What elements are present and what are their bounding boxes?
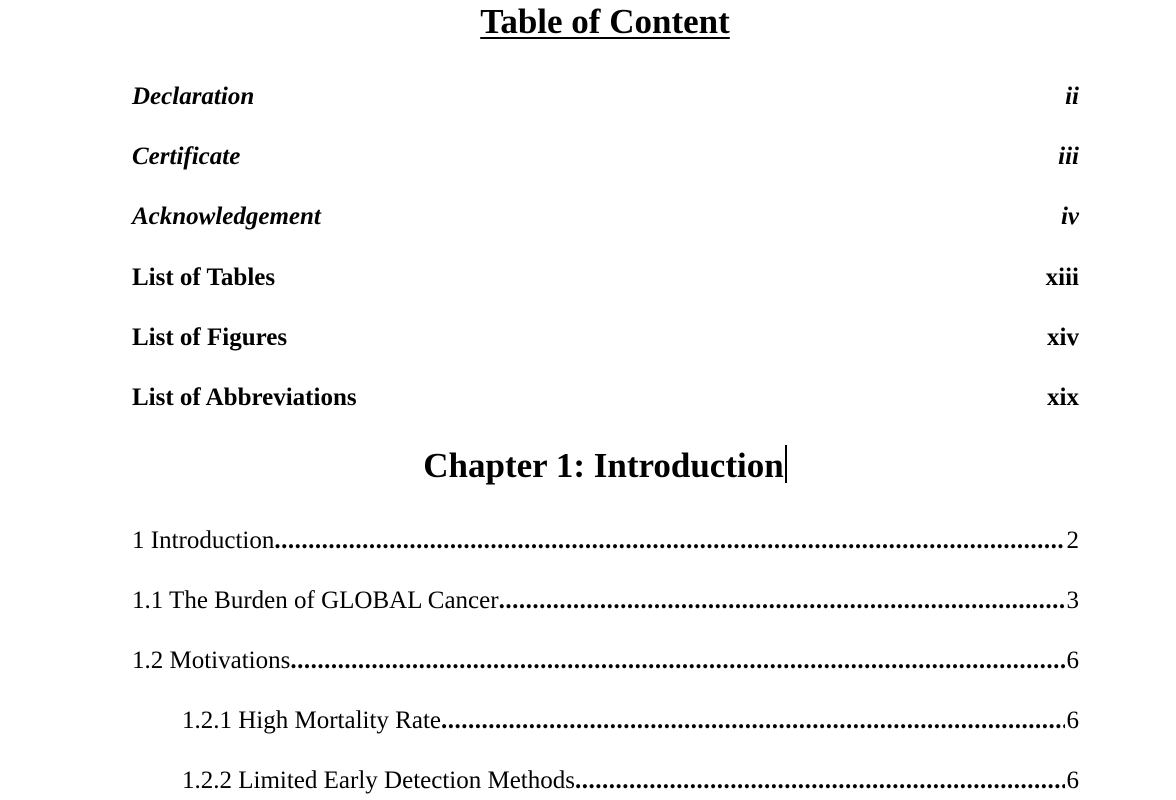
entry-label: 1.2.2 Limited Early Detection Methods	[182, 767, 575, 794]
entry-label: List of Figures	[132, 324, 288, 351]
entry-page: 6	[1066, 707, 1079, 734]
entry-label: Acknowledgement	[132, 203, 321, 230]
entry-page: 6	[1066, 647, 1079, 674]
entry-page: 3	[1066, 587, 1079, 614]
dot-leader	[499, 585, 1065, 617]
entry-page: xiv	[1047, 324, 1079, 351]
toc-entry-list-of-figures[interactable]	[132, 322, 1079, 354]
entry-label: List of Abbreviations	[132, 384, 357, 411]
entry-page: 6	[1066, 767, 1079, 794]
chapter-title: Chapter 1: Introduction	[423, 446, 784, 485]
entry-page: xix	[1047, 384, 1079, 411]
toc-entry-list-of-tables[interactable]	[132, 262, 1079, 294]
entry-label: Declaration	[132, 83, 255, 110]
entry-page: iv	[1060, 203, 1079, 230]
toc-entry[interactable]	[182, 705, 1079, 737]
entry-label: 1.2.1 High Mortality Rate	[182, 707, 441, 734]
dot-leader	[575, 765, 1065, 797]
toc-entry-list-of-abbreviations[interactable]	[132, 382, 1079, 414]
entry-page: iii	[1058, 143, 1079, 170]
toc-entry[interactable]	[132, 645, 1079, 677]
dot-leader	[290, 645, 1064, 677]
entry-page: 2	[1066, 527, 1079, 554]
toc-title: Table of Content	[480, 2, 730, 41]
text-cursor	[785, 445, 787, 483]
entry-label: List of Tables	[132, 264, 276, 291]
entry-label: Certificate	[132, 143, 241, 170]
entry-label: 1 Introduction	[132, 527, 275, 554]
toc-entry-certificate[interactable]	[132, 141, 1079, 173]
toc-entry-declaration[interactable]	[132, 81, 1079, 113]
entry-label: 1.1 The Burden of GLOBAL Cancer	[132, 587, 499, 614]
dot-leader	[274, 525, 1064, 557]
toc-entry[interactable]	[182, 765, 1079, 797]
entry-page: ii	[1065, 83, 1079, 110]
toc-entry-acknowledgement[interactable]	[132, 201, 1079, 233]
entry-page: xiii	[1045, 264, 1079, 291]
toc-entry[interactable]	[132, 525, 1079, 557]
dot-leader	[441, 705, 1065, 737]
chapter-heading[interactable]	[0, 444, 1176, 488]
entry-label: 1.2 Motivations	[132, 647, 291, 674]
toc-entry[interactable]	[132, 585, 1079, 617]
